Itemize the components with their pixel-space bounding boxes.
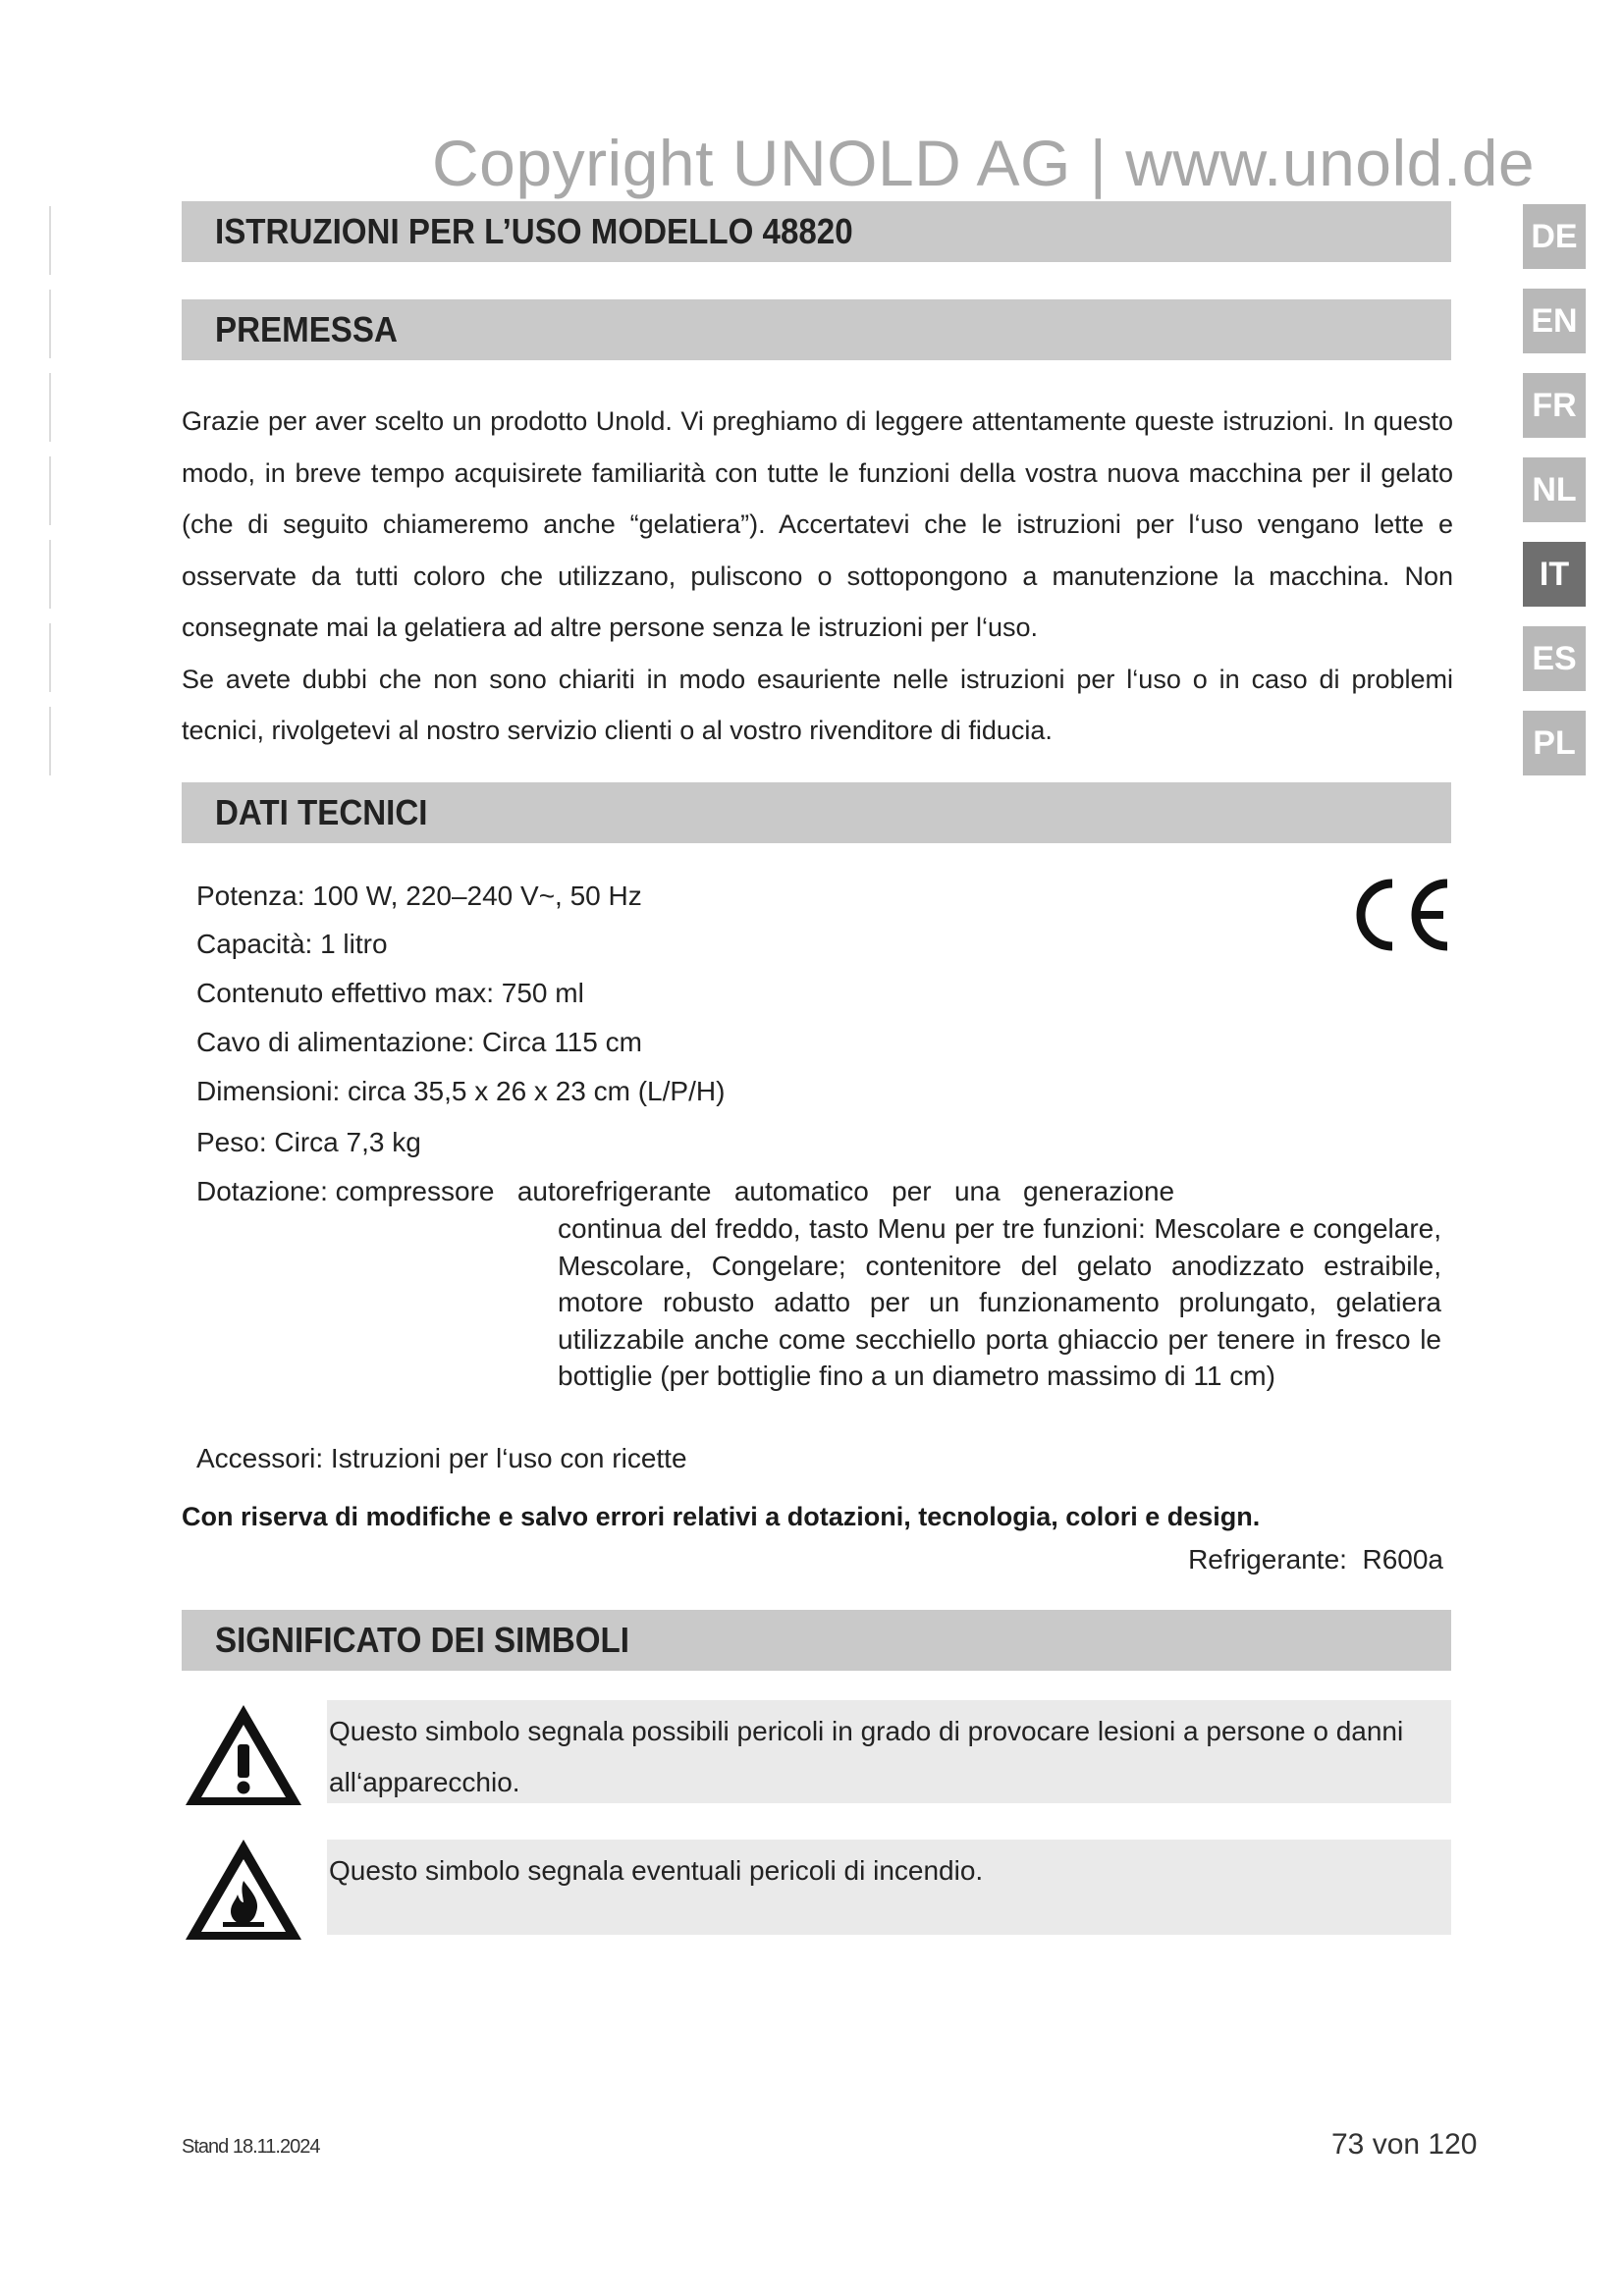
lang-tab-de[interactable]: DE: [1523, 204, 1586, 269]
tech-spec-dimensions: Dimensioni: circa 35,5 x 26 x 23 cm (L/P/H): [196, 1076, 726, 1106]
margin-mark: [49, 206, 51, 275]
lang-tab-fr[interactable]: FR: [1523, 373, 1586, 438]
section-heading-dati-tecnici: DATI TECNICI: [182, 782, 1451, 843]
premessa-paragraph: Grazie per aver scelto un prodotto Unold. Vi preghiamo di leggere attentamente queste istruzioni. In questo modo, in breve tempo acquisirete familiarità con tutte le funzioni della vostra nuova macchina per il gelato (che di seguito chiameremo anche “gelatiera”). Accertatevi che le istruzioni per l‘uso vengano lette e osservate da tutti coloro che utilizzano, puliscono o sottopongono a manutenzione la macchina. Non consegnate mai la gelatiera ad altre persone senza le istruzioni per l‘uso.: [182, 406, 1453, 642]
footer-date: Stand 18.11.2024: [182, 2136, 320, 2158]
lang-tab-nl[interactable]: NL: [1523, 457, 1586, 522]
tech-spec-content: Contenuto effettivo max: 750 ml: [196, 978, 584, 1008]
warning-icon: [182, 1701, 305, 1811]
page-number: 73 von 120: [1331, 2128, 1478, 2161]
margin-mark: [49, 290, 51, 358]
margin-mark: [49, 623, 51, 692]
tech-spec-power: Potenza: 100 W, 220–240 V~, 50 Hz: [196, 881, 642, 911]
tech-spec-cable: Cavo di alimentazione: Circa 115 cm: [196, 1027, 642, 1057]
margin-mark: [49, 540, 51, 609]
margin-mark: [49, 707, 51, 775]
document-title: ISTRUZIONI PER L’USO MODELLO 48820: [182, 201, 1451, 262]
tech-spec-capacity: Capacità: 1 litro: [196, 929, 388, 959]
disclaimer: Con riserva di modifiche e salvo errori relativi a dotazioni, tecnologia, colori e design.: [182, 1502, 1261, 1531]
lang-tab-en[interactable]: EN: [1523, 289, 1586, 353]
lang-tab-it[interactable]: IT: [1523, 542, 1586, 607]
premessa-paragraph: Se avete dubbi che non sono chiariti in modo esauriente nelle istruzioni per l‘uso o in caso di problemi tecnici, rivolgetevi al nostro servizio clienti o al vostro rivenditore di fiducia.: [182, 664, 1453, 745]
refrigerant-info: Refrigerante: R600a: [1188, 1544, 1443, 1575]
symbol-description: Questo simbolo segnala eventuali pericoli di incendio.: [327, 1840, 1451, 1935]
section-heading-premessa: PREMESSA: [182, 299, 1451, 360]
ce-mark-icon: [1345, 874, 1453, 956]
lang-tab-es[interactable]: ES: [1523, 626, 1586, 691]
symbol-description: Questo simbolo segnala possibili pericoli in grado di provocare lesioni a persone o danni all‘apparecchio.: [327, 1700, 1451, 1803]
fire-warning-icon: [182, 1836, 305, 1946]
tech-spec-weight: Peso: Circa 7,3 kg: [196, 1127, 421, 1157]
lang-tab-pl[interactable]: PL: [1523, 711, 1586, 775]
section-heading-simboli: SIGNIFICATO DEI SIMBOLI: [182, 1610, 1451, 1671]
margin-mark: [49, 456, 51, 525]
margin-mark: [49, 373, 51, 442]
tech-spec-accessori: Accessori: Istruzioni per l‘uso con ricette: [196, 1443, 687, 1473]
copyright-watermark: Copyright UNOLD AG | www.unold.de: [432, 127, 1536, 199]
tech-spec-dotazione-continued: continua del freddo, tasto Menu per tre funzioni: Mescolare e congelare, Mescolare, Congelare; contenitore del gelato anodizzato estraibile, motore robusto adatto per un funzionamento prolungato, gelatiera utilizzabile anche come secchiello porta ghiaccio per tenere in fresco le bottiglie (per bottiglie fino a un diametro massimo di 11 cm): [558, 1213, 1441, 1391]
tech-spec-dotazione: Dotazione: compressore autorefrigerante automatico per una generazione: [196, 1176, 1175, 1206]
premessa-text: [182, 396, 1453, 757]
